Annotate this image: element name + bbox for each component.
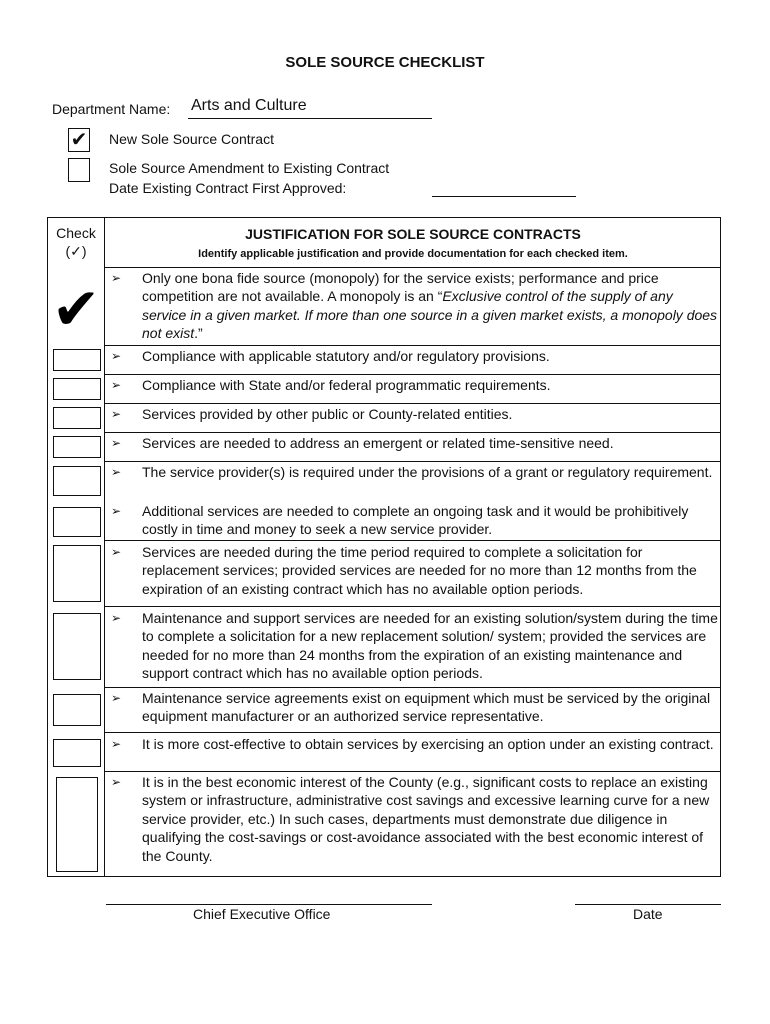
arrow-bullet-icon: ➢ [111, 775, 122, 789]
item-2-checkbox[interactable] [53, 349, 101, 371]
new-sole-source-label: New Sole Source Contract [109, 131, 274, 147]
item-11-checkbox[interactable] [53, 739, 101, 767]
row-divider [104, 432, 721, 433]
check-column-header [48, 224, 104, 260]
checkmark-icon: ✔ [51, 275, 101, 343]
row-divider [104, 540, 721, 541]
table-column-divider [104, 217, 105, 877]
item-6-checkbox[interactable] [53, 466, 101, 496]
item-9-checkbox[interactable] [53, 613, 101, 680]
item-10-text: Maintenance service agreements exist on equipment which must be serviced by the original equipment manufacturer or an authorized service representative. [142, 690, 711, 725]
row-divider [104, 687, 721, 688]
item-11-text: It is more cost-effective to obtain services by exercising an option under an existing contract. [142, 736, 714, 752]
date-first-approved-label: Date Existing Contract First Approved: [109, 180, 347, 196]
arrow-bullet-icon: ➢ [111, 436, 122, 450]
row-divider [104, 732, 721, 733]
date-first-approved-field[interactable] [432, 196, 576, 197]
item-7-text: Additional services are needed to complete an ongoing task and it would be prohibitively costly in time and money to seek a new service provider. [142, 503, 689, 538]
new-sole-source-checkbox[interactable] [68, 128, 90, 152]
item-3-checkbox[interactable] [53, 378, 101, 400]
item-8-checkbox[interactable] [53, 545, 101, 602]
row-divider [104, 345, 721, 346]
item-1-text-start: Only one bona fide source (monopoly) for the service exists; performance and price competition are not available. A monopoly is an “ [142, 270, 659, 305]
item-7-checkbox[interactable] [53, 507, 101, 537]
justification-header: JUSTIFICATION FOR SOLE SOURCE CONTRACTS [245, 226, 581, 242]
item-9-text: Maintenance and support services are needed for an existing solution/system during the time to complete a solicitation for a new replacement solution/ system; provided the services are needed for no more than 24 months from the expiration of an existing maintenance and support contract which has no available option periods. [142, 610, 718, 682]
item-1-checkbox[interactable] [50, 276, 102, 342]
check-header-symbol: (✓) [65, 243, 87, 259]
checkmark-icon: ✔ [70, 127, 88, 151]
row-divider [104, 403, 721, 404]
row-divider [104, 374, 721, 375]
row-divider [104, 606, 721, 607]
arrow-bullet-icon: ➢ [111, 271, 122, 285]
arrow-bullet-icon: ➢ [111, 737, 122, 751]
item-10-checkbox[interactable] [53, 694, 101, 726]
row-divider [104, 267, 721, 268]
date-signature-line[interactable] [575, 904, 721, 905]
amendment-checkbox[interactable] [68, 158, 90, 182]
chief-executive-office-label: Chief Executive Office [193, 906, 331, 922]
page-title: SOLE SOURCE CHECKLIST [285, 54, 485, 71]
item-5-checkbox[interactable] [53, 436, 101, 458]
justification-subheader: Identify applicable justification and provide documentation for each checked item. [198, 248, 628, 260]
arrow-bullet-icon: ➢ [111, 691, 122, 705]
item-2-text: Compliance with applicable statutory and/or regulatory provisions. [142, 348, 550, 364]
item-3-text: Compliance with State and/or federal programmatic requirements. [142, 377, 551, 393]
arrow-bullet-icon: ➢ [111, 465, 122, 479]
signature-line[interactable] [106, 904, 432, 905]
arrow-bullet-icon: ➢ [111, 611, 122, 625]
date-label: Date [633, 906, 663, 922]
monopoly-definition: Exclusive control of the supply of any service in a given market. If more than one source in a given market exists, a monopoly does not exist [142, 288, 718, 342]
arrow-bullet-icon: ➢ [111, 407, 122, 421]
department-name-underline [188, 118, 432, 119]
item-6-text: The service provider(s) is required under the provisions of a grant or regulatory requirement. [142, 464, 713, 480]
department-name-field[interactable]: Arts and Culture [191, 97, 307, 114]
item-12-text: It is in the best economic interest of the County (e.g., significant costs to replace an existing system or infrastructure, administrative cost savings and excessive learning curve for a new service provider, etc.) In such cases, departments must demonstrate due diligence in qualifying the cost-savings or cost-avoidance associated with the best economic interest of the County. [142, 774, 710, 864]
item-1-text [142, 269, 718, 343]
arrow-bullet-icon: ➢ [111, 378, 122, 392]
row-divider [104, 771, 721, 772]
item-1-text-end: .” [194, 325, 203, 342]
item-4-text: Services provided by other public or County-related entities. [142, 406, 513, 422]
arrow-bullet-icon: ➢ [111, 545, 122, 559]
item-8-text: Services are needed during the time period required to complete a solicitation for replacement services; provided services are needed for no more than 12 months from the expiration of an existing contract which has no available option periods. [142, 544, 697, 597]
row-divider [104, 461, 721, 462]
arrow-bullet-icon: ➢ [111, 504, 122, 518]
item-5-text: Services are needed to address an emergent or related time-sensitive need. [142, 435, 614, 451]
department-label: Department Name: [52, 101, 171, 117]
item-4-checkbox[interactable] [53, 407, 101, 429]
arrow-bullet-icon: ➢ [111, 349, 122, 363]
amendment-label: Sole Source Amendment to Existing Contract [109, 160, 390, 176]
item-12-checkbox[interactable] [56, 777, 98, 872]
check-header-text: Check [56, 225, 96, 241]
